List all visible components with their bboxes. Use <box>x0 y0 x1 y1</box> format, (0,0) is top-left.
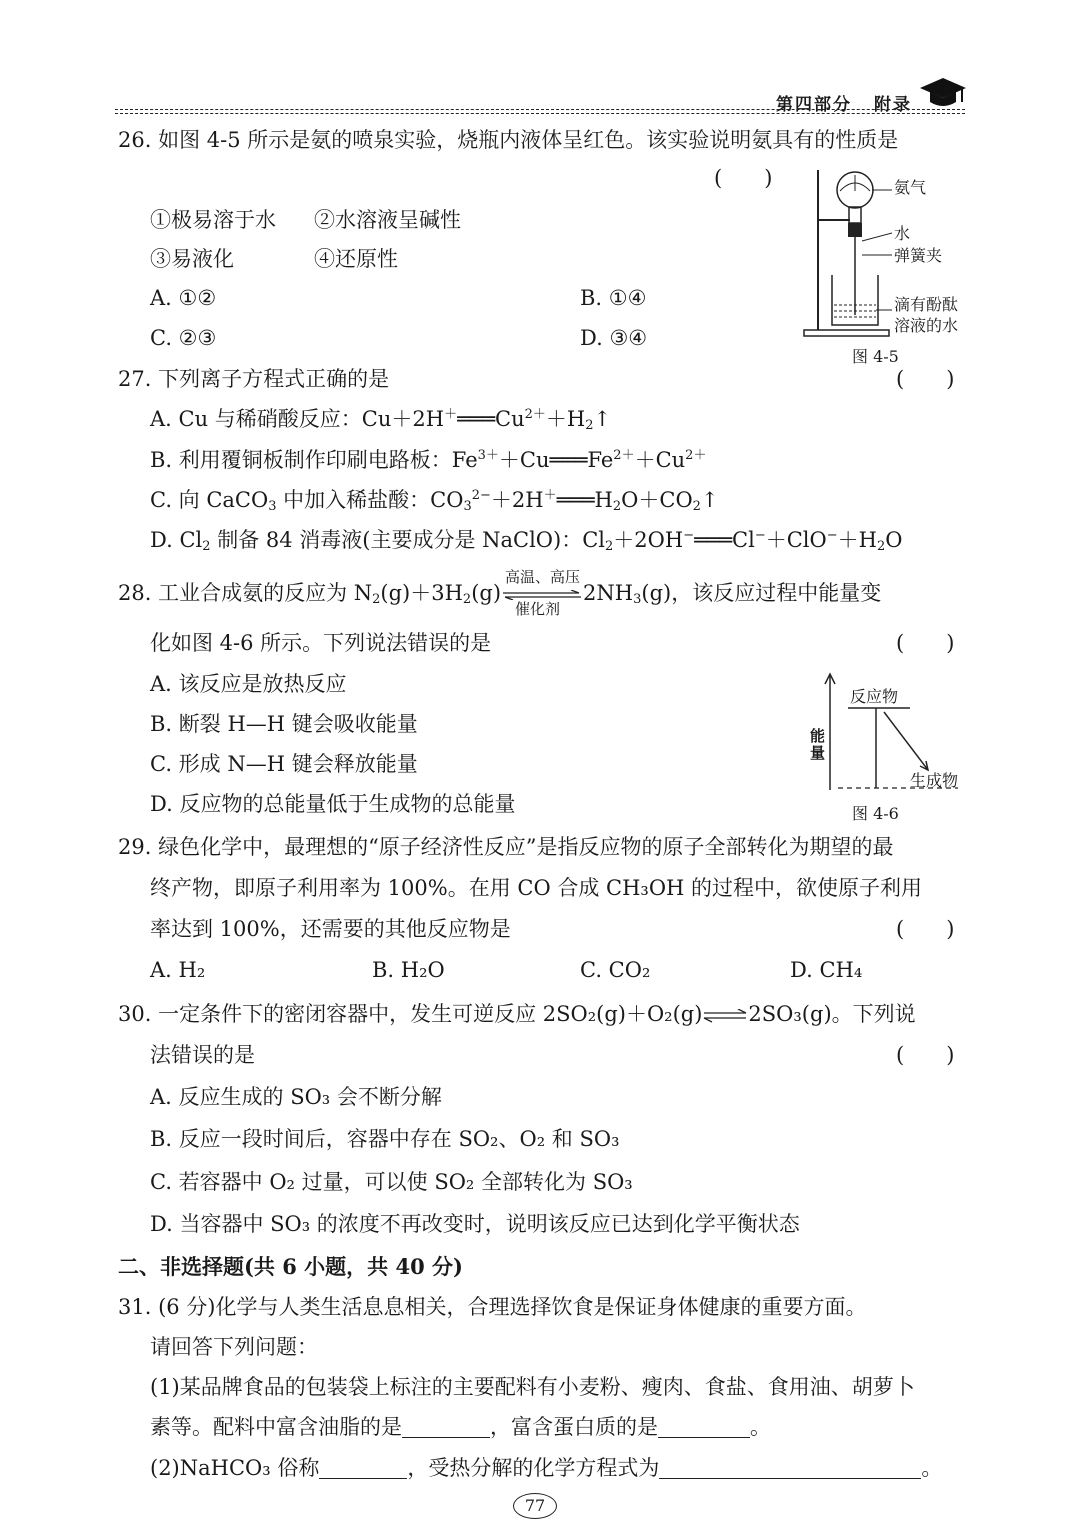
fat-answer-blank[interactable] <box>402 1419 490 1438</box>
q26-statement-4: ④还原性 <box>314 247 398 271</box>
q28-option-a[interactable]: A. 该反应是放热反应 <box>150 672 347 696</box>
q26-option-a[interactable]: A. ①② <box>150 286 217 310</box>
page-number-badge <box>513 1493 557 1519</box>
page-number: 77 <box>524 1496 546 1515</box>
header-part: 第四部分 <box>776 95 852 115</box>
q30-paren: ( ) <box>896 1043 955 1067</box>
q28-stem-a: 28. 工业合成氨的反应为 N <box>118 581 373 605</box>
q27-stem: 27. 下列离子方程式正确的是 <box>118 367 390 391</box>
q31-stem-line2: 请回答下列问题： <box>150 1335 318 1359</box>
fig45-label-ammonia: 氨气 <box>894 178 927 197</box>
q29-stem-line3: 率达到 100%，还需要的其他反应物是 <box>150 917 511 941</box>
graduation-cap-icon <box>918 74 968 110</box>
fig45-label-beaker-2: 溶液的水 <box>894 316 959 335</box>
q29-stem-line1: 29. 绿色化学中，最理想的“原子经济性反应”是指反应物的原子全部转化为期望的最 <box>118 835 894 859</box>
q27-paren: ( ) <box>896 367 955 391</box>
q29-paren: ( ) <box>896 917 955 941</box>
fig46-reactant-label: 反应物 <box>850 687 899 706</box>
q31-part2-text-c: 。 <box>921 1456 943 1480</box>
q29-stem-line2: 终产物，即原子利用率为 100%。在用 CO 合成 CH₃OH 的过程中，欲使原子利用 <box>150 876 923 900</box>
q30-stem-line2: 法错误的是 <box>150 1043 255 1067</box>
q26-option-d[interactable]: D. ③④ <box>580 326 648 350</box>
q30-option-c[interactable]: C. 若容器中 O₂ 过量，可以使 SO₂ 全部转化为 SO₃ <box>150 1170 633 1194</box>
q29-option-c[interactable]: C. CO₂ <box>580 958 651 982</box>
q28-condition-top: 高温、高压 <box>505 567 581 586</box>
q29-option-b[interactable]: B. H₂O <box>372 958 445 982</box>
q28-paren: ( ) <box>896 631 955 655</box>
fig46-product-label: 生成物 <box>910 771 959 790</box>
q31-part2-line <box>150 1458 942 1479</box>
q26-statement-1: ①极易溶于水 <box>150 208 276 232</box>
q26-stem: 26. 如图 4-5 所示是氨的喷泉实验，烧瓶内液体呈红色。该实验说明氨具有的性质是 <box>118 128 899 152</box>
q28-condition-bottom: 催化剂 <box>515 599 561 618</box>
q30-stem-b: 2SO₃(g)。下列说 <box>748 1002 916 1026</box>
fig45-label-beaker-1: 滴有酚酞 <box>894 295 959 314</box>
section-heading: 二、非选择题(共 6 小题，共 40 分) <box>118 1254 463 1279</box>
q29-option-a[interactable]: A. H₂ <box>150 958 206 982</box>
fountain-experiment-figure <box>800 165 900 345</box>
equilibrium-arrow-icon <box>702 1009 748 1023</box>
q30-option-d[interactable]: D. 当容器中 SO₃ 的浓度不再改变时，说明该反应已达到化学平衡状态 <box>150 1212 800 1236</box>
q26-statement-3: ③易液化 <box>150 247 234 271</box>
header-section: 附录 <box>874 95 912 115</box>
q30-option-a[interactable]: A. 反应生成的 SO₃ 会不断分解 <box>150 1085 442 1109</box>
fig45-label-water: 水 <box>894 224 911 243</box>
q27-option-c[interactable]: C. 向 CaCO$_3$ 中加入稀盐酸：$CO_3^{2-}+2H^+═══H_2O+CO_2↑$ <box>150 488 719 514</box>
q28-option-b[interactable]: B. 断裂 H—H 键会吸收能量 <box>150 712 418 736</box>
q31-part1-line1: (1)某品牌食品的包装袋上标注的主要配料有小麦粉、瘦肉、食盐、食用油、胡萝卜 <box>150 1375 915 1399</box>
q28-stem-b: 2NH <box>583 581 634 605</box>
q26-paren: ( ) <box>714 166 773 190</box>
q28-option-c[interactable]: C. 形成 N—H 键会释放能量 <box>150 752 418 776</box>
q30-option-b[interactable]: B. 反应一段时间后，容器中存在 SO₂、O₂ 和 SO₃ <box>150 1127 620 1151</box>
q31-part1-text-a: 素等。配料中富含油脂的是 <box>150 1415 402 1439</box>
q28-stem-line2: 化如图 4-6 所示。下列说法错误的是 <box>150 631 492 655</box>
q26-option-b[interactable]: B. ①④ <box>580 286 647 310</box>
q31-part2-text-b: ，受热分解的化学方程式为 <box>407 1456 660 1480</box>
q27-option-a[interactable]: A. Cu 与稀硝酸反应：$Cu+2H^+═══Cu^{2+}+H_2↑$ <box>150 407 612 433</box>
q28-stem-c: (g)，该反应过程中能量变 <box>641 581 882 605</box>
q30-stem-a: 30. 一定条件下的密闭容器中，发生可逆反应 2SO₂(g)＋O₂(g) <box>118 1002 703 1026</box>
q27-option-d[interactable]: D. $Cl_2$ 制备 84 消毒液(主要成分是 NaClO)：$Cl_2+2OH^-═══Cl^-+ClO^-+H_2O$ <box>150 528 903 554</box>
q28-option-d[interactable]: D. 反应物的总能量低于生成物的总能量 <box>150 792 516 816</box>
q29-option-d[interactable]: D. CH₄ <box>790 958 863 982</box>
fig46-caption: 图 4-6 <box>852 804 899 823</box>
q26-statement-2: ②水溶液呈碱性 <box>314 208 461 232</box>
q27-option-b[interactable]: B. 利用覆铜板制作印刷电路板：$Fe^{3+}+Cu═══Fe^{2+}+Cu^{2+}$ <box>150 448 707 472</box>
fig46-y-axis-label: 能 量 <box>810 727 826 762</box>
protein-answer-blank[interactable] <box>658 1419 750 1438</box>
common-name-blank[interactable] <box>319 1460 407 1479</box>
q31-part1-text-b: ，富含蛋白质的是 <box>490 1415 658 1439</box>
q26-option-c[interactable]: C. ②③ <box>150 326 217 350</box>
q31-part1-text-c: 。 <box>750 1415 771 1439</box>
q30-stem-line1 <box>118 1004 916 1025</box>
header-rule-2 <box>115 113 965 114</box>
q31-part1-line2 <box>150 1417 771 1438</box>
q31-stem-line1: 31. (6 分)化学与人类生活息息相关，合理选择饮食是保证身体健康的重要方面。 <box>118 1295 867 1319</box>
fig45-caption: 图 4-5 <box>852 347 899 366</box>
q28-reaction-arrow <box>501 567 583 618</box>
q31-part2-text-a: (2)NaHCO₃ 俗称 <box>150 1456 320 1480</box>
q28-stem-line1: 28. 工业合成氨的反应为 $N_2(g)+3H_2(g)$ 高温、高压 催化剂 $2NH_3(g)$，该反应过程中能量变 <box>118 567 882 618</box>
equation-answer-blank[interactable] <box>659 1460 921 1479</box>
header-rule <box>115 109 965 110</box>
fig45-label-clip: 弹簧夹 <box>894 246 943 265</box>
